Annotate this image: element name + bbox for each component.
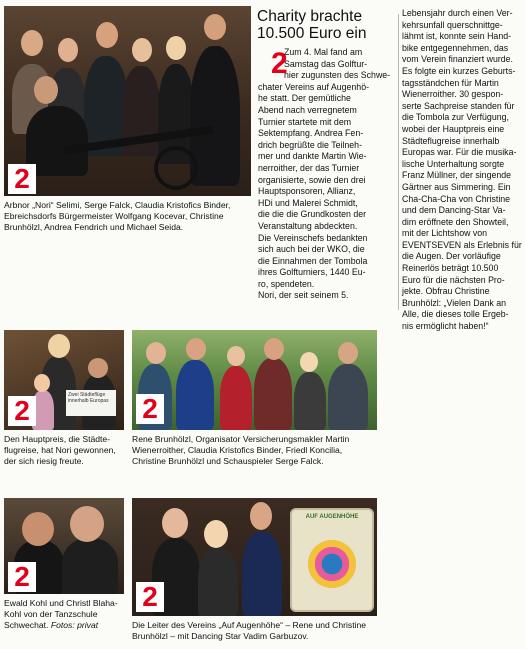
article-line: serte Sachpreise standen für — [402, 100, 515, 111]
article-line: Es folgte ein kurzes Geburts- — [402, 65, 516, 76]
prize-card: Zwei Städteflüge innerhalb Europas — [66, 390, 116, 416]
article-line: Veranstaltung abdeckten. — [258, 220, 358, 231]
article-line: he statt. Der gemütliche — [258, 93, 351, 104]
article-line: Europas war. Für die musika- — [402, 147, 517, 158]
drop-cap: 2 — [271, 47, 288, 80]
article-line: Hauptsponsoren, Allianz, — [258, 186, 356, 197]
article-column-1 — [258, 47, 398, 302]
article-line: Brunhölzl: „Vielen Dank an — [402, 297, 506, 308]
issue-badge: 2 — [8, 164, 36, 194]
article-line: EVENTSEVEN als Erlebnis für — [402, 239, 522, 250]
caption-top-photo: Arbnor „Nori“ Selimi, Serge Falck, Claudia Kristofics Binder, Ebreichsdorfs Bürgermeister Wolfgang Kocevar, Christine Brunhölzl, Andrea Fendrich und Michael Seida. — [4, 200, 231, 232]
article-line: organisierte, sowie den drei — [258, 174, 366, 185]
article-line: lähmt ist, konnte sein Hand- — [402, 31, 512, 42]
article-line: Franz Müllner, der singende — [402, 170, 512, 181]
article-line: Gärtner aus Simmering. Ein — [402, 181, 511, 192]
article-line: Sektempfang. Andrea Fen- — [258, 128, 364, 139]
article-line: Nori, der seit seinem 5. — [258, 290, 349, 301]
article-line: Euro für die nächsten Pro- — [402, 274, 505, 285]
caption-golf-group: Rene Brunhölzl, Organisator Versicherungsmakler Martin Wienerroither, Claudia Kristofics Binder, Friedl Koncilia, Christine Brunhölzl und Schauspieler Serge Falck. — [132, 434, 350, 466]
issue-badge: 2 — [136, 582, 164, 612]
article-line: HDi und Malerei Schmidt, — [258, 197, 358, 208]
photo-credit: Fotos: privat — [50, 620, 99, 630]
article-line: bike entgegennehmen, das — [402, 42, 509, 53]
article-line: lische Unterhaltung sorgte — [402, 158, 505, 169]
article-line: drich begrüßte die Teilneh- — [258, 139, 362, 150]
article-line: Alle, die dieses tolle Ergeb- — [402, 309, 509, 320]
article-headline — [257, 8, 393, 42]
article-line: ihres Golfturniers, 1440 Eu- — [258, 267, 366, 278]
article-line: ro, spendeten. — [258, 278, 315, 289]
issue-badge: 2 — [136, 394, 164, 424]
photo-golf-group — [132, 330, 377, 430]
wheelchair-logo-icon — [308, 540, 356, 588]
article-line: wobei der Hauptpreis eine — [402, 123, 505, 134]
article-line: und dem Dancing-Star Va- — [402, 205, 506, 216]
sign-board — [290, 508, 374, 612]
sign-text: AUF AUGENHÖHE — [305, 514, 359, 520]
article-line: dim eröffnete den Showteil, — [402, 216, 509, 227]
caption-dance-school-text: Ewald Kohl und Christl Blaha-Kohl von der Tanzschule Schwechat. — [4, 598, 118, 630]
article-line: vom Verein finanziert wurde. — [402, 54, 513, 65]
caption-dance-school — [4, 598, 128, 631]
article-line: jekte. Obfrau Christine — [402, 286, 490, 297]
article-column-2 — [402, 8, 523, 333]
article-line: Samstag das Golftur- — [284, 58, 368, 69]
article-line: die Augen. Der vorläufige — [402, 251, 501, 262]
photo-association-leaders — [132, 498, 377, 616]
article-line: chater Vereins auf Augenhö- — [258, 81, 370, 92]
photo-prize-winner — [4, 330, 124, 430]
article-line: nis ermöglicht haben!“ — [402, 321, 489, 332]
issue-badge: 2 — [8, 396, 36, 426]
article-line: nerroither, der das Turnier — [258, 162, 360, 173]
article-line: tagsständchen für Martin — [402, 77, 499, 88]
article-line: nier zugunsten des Schwe- — [284, 70, 391, 81]
article-line: Die Vereinschefs bedankten — [258, 232, 368, 243]
article-line: die die die Grundkosten der — [258, 209, 367, 220]
headline-line-2: 10.500 Euro ein — [257, 25, 367, 42]
article-line: mer und dankte Martin Wie- — [258, 151, 367, 162]
article-line: mit der Lichtshow von — [402, 228, 488, 239]
article-line: Städteflugreise innerhalb — [402, 135, 500, 146]
article-line: Reinerlös beträgt 10.500 — [402, 263, 499, 274]
caption-association-leaders: Die Leiter des Vereins „Auf Augenhöhe“ – Rene und Christine Brunhölzl – mit Dancing Star Vadim Garbuzov. — [132, 620, 367, 641]
article-line: Zum 4. Mal fand am — [284, 47, 363, 57]
article-line: kehrsunfall querschnittge- — [402, 19, 503, 30]
photo-group-top — [4, 6, 251, 196]
headline-line-1: Charity brachte — [257, 8, 363, 25]
article-line: Lebensjahr durch einen Ver- — [402, 8, 513, 18]
article-line: Cha-Cha-Cha von Christine — [402, 193, 511, 204]
caption-prize-winner: Den Hauptpreis, die Städte-flugreise, hat Nori gewonnen, der sich riesig freute. — [4, 434, 116, 466]
column-divider — [398, 14, 399, 310]
article-line: die Tombola zur Verfügung, — [402, 112, 509, 123]
article-line: sich auch bei der WKO, die — [258, 244, 365, 255]
article-line: Wienerroither. 30 gespon- — [402, 89, 504, 100]
article-line: Turnier startete mit dem — [258, 116, 352, 127]
photo-dance-school — [4, 498, 124, 594]
article-line: die Einnahmen der Tombola — [258, 255, 368, 266]
issue-badge: 2 — [8, 562, 36, 592]
article-line: Abend nach verregnetem — [258, 104, 357, 115]
